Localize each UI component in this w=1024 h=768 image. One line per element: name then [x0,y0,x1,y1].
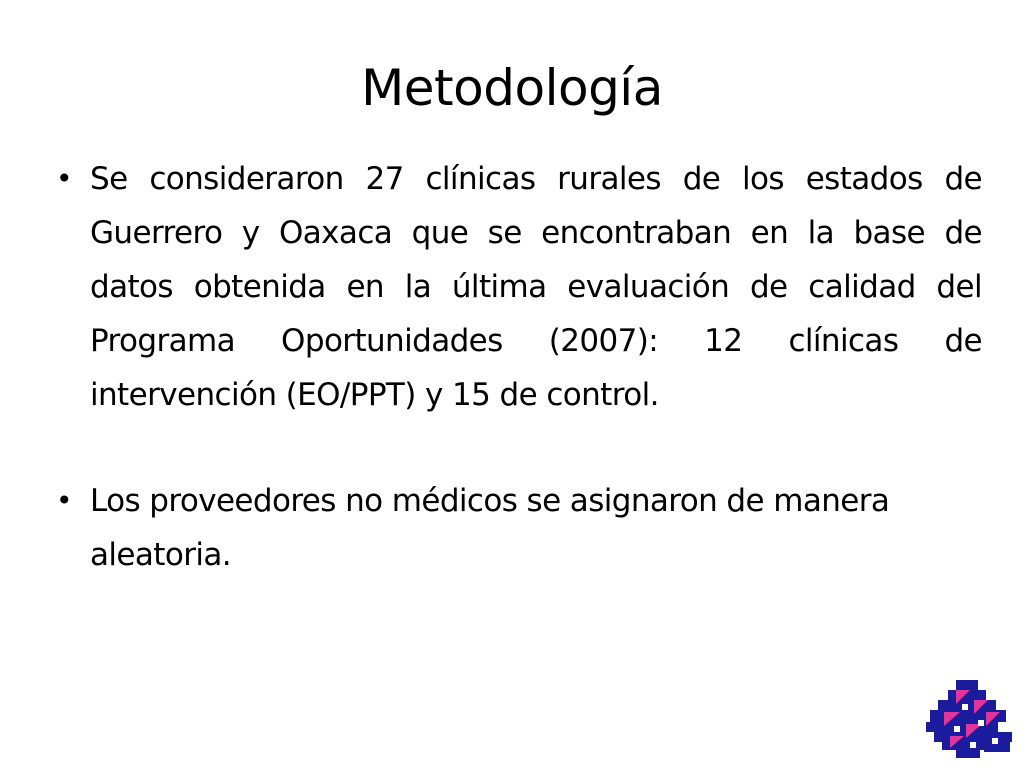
slide-title: Metodología [361,58,663,117]
bullet-list [50,152,982,582]
bullet-item [50,152,982,422]
bullet-marker: • [56,162,72,195]
bullet-item [50,474,982,582]
bullet-text: Se consideraron 27 clínicas rurales de los estados de Guerrero y Oaxaca que se encontraban en la base de datos obtenida en la última evaluación de calidad del Programa Oportunidades (2007): 12 clínicas de intervención (EO/PPT) y 15 de control. [90,161,982,413]
bullet-marker: • [56,484,72,517]
bullet-text: Los proveedores no médicos se asignaron de manera aleatoria. [90,483,890,573]
institution-logo-icon [926,680,1016,758]
logo-blue-blocks [926,680,1012,758]
